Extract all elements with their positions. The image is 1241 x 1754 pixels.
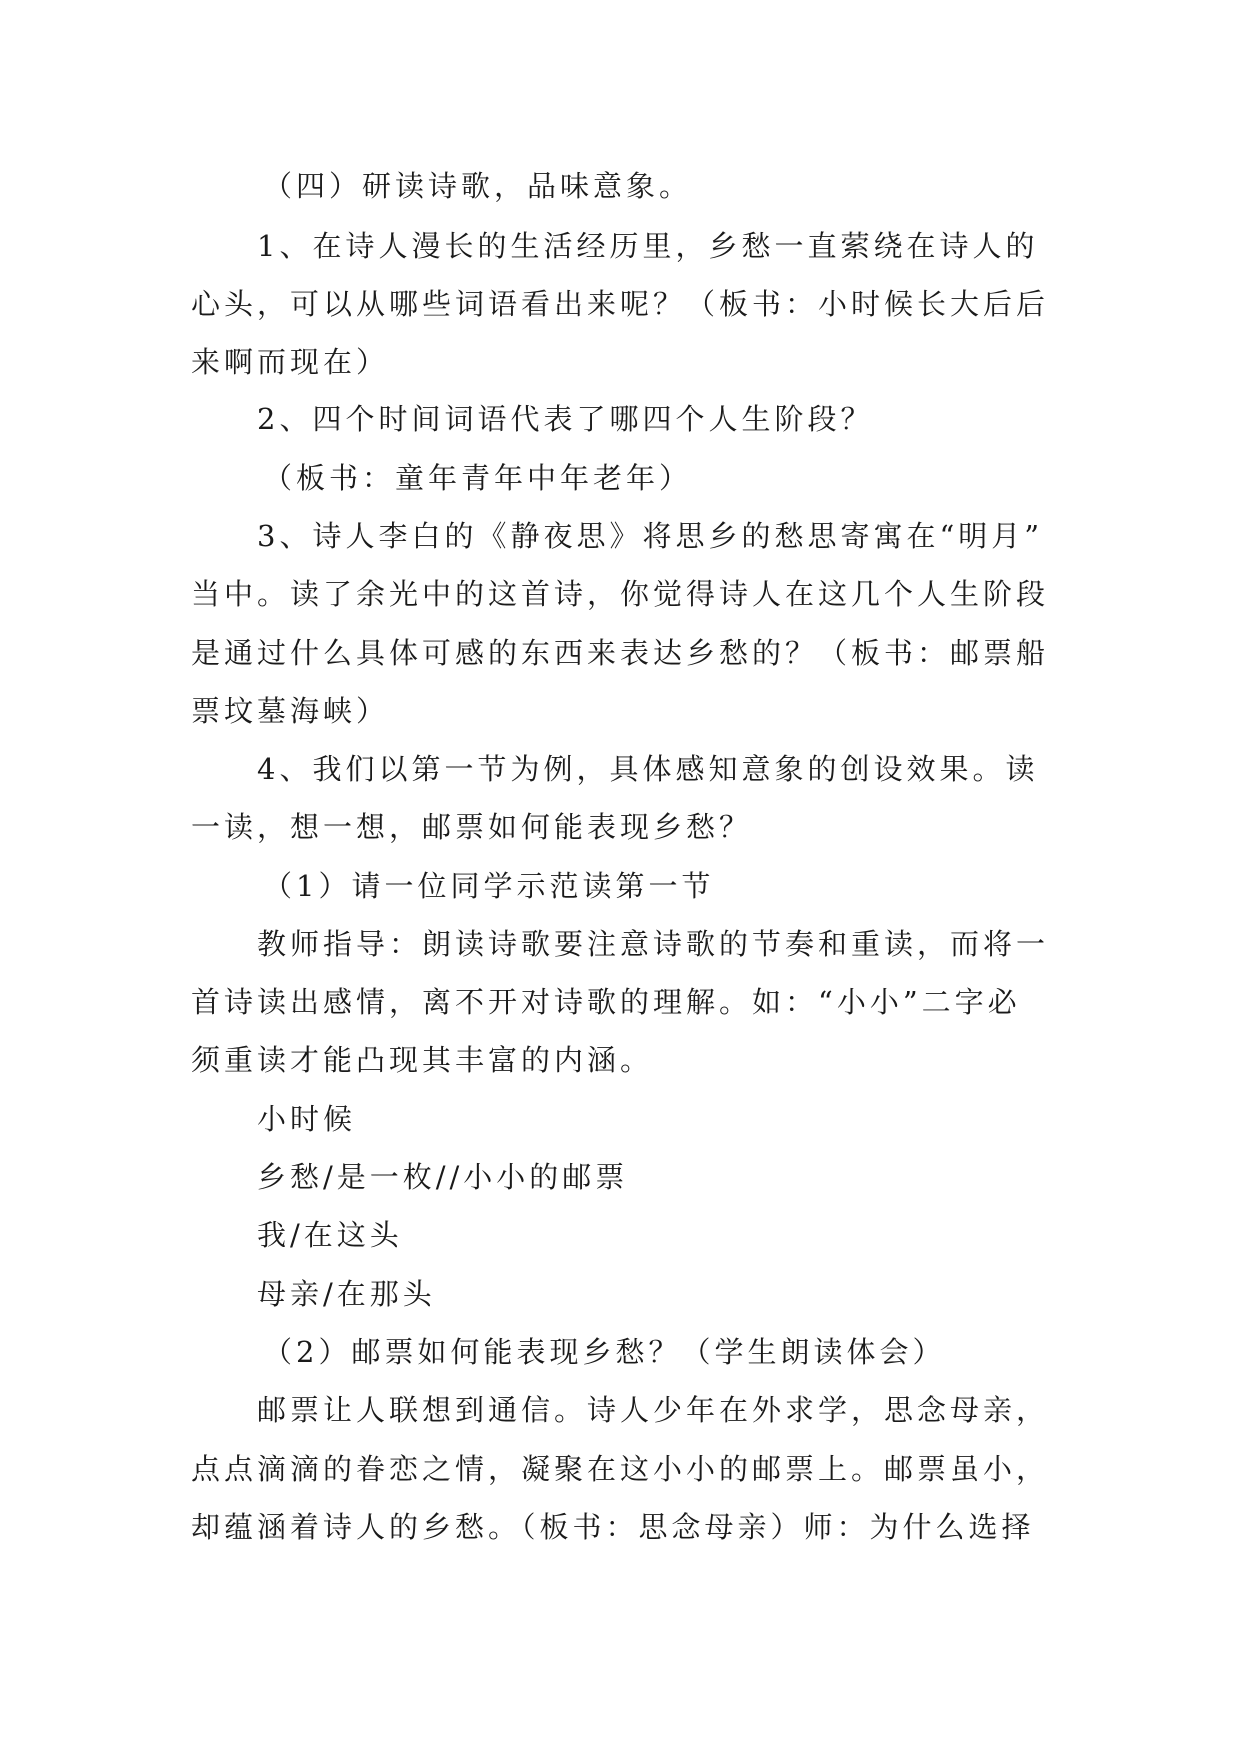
paragraph-line: 心头，可以从哪些词语看出来呢？（板书：小时候长大后后 xyxy=(191,287,1050,321)
paragraph-line: 首诗读出感情，离不开对诗歌的理解。如：“小小”二字必 xyxy=(191,985,1021,1019)
paragraph-line: 3、诗人李白的《静夜思》将思乡的愁思寄寓在“明月” xyxy=(257,519,1044,553)
paragraph-line: 2、四个时间词语代表了哪四个人生阶段？ xyxy=(257,402,874,436)
paragraph-line: 4、我们以第一节为例，具体感知意象的创设效果。读 xyxy=(257,752,1039,786)
paragraph-line: 一读，想一想，邮票如何能表现乡愁？ xyxy=(191,810,753,844)
paragraph-line: 当中。读了余光中的这首诗，你觉得诗人在这几个人生阶段 xyxy=(191,577,1050,611)
section-heading: （四）研读诗歌，品味意象。 xyxy=(263,169,693,203)
paragraph-line: 教师指导：朗读诗歌要注意诗歌的节奏和重读，而将一 xyxy=(257,927,1050,961)
paragraph-line: （1）请一位同学示范读第一节 xyxy=(263,869,715,903)
poem-line: 乡愁/是一枚//小小的邮票 xyxy=(257,1160,629,1194)
paragraph-line: 却蕴涵着诗人的乡愁。（板书：思念母亲）师：为什么选择 xyxy=(191,1510,1035,1544)
poem-line: 我/在这头 xyxy=(257,1218,403,1252)
paragraph-line: 来啊而现在） xyxy=(191,345,390,379)
paragraph-line: 邮票让人联想到通信。诗人少年在外求学，思念母亲， xyxy=(257,1393,1050,1427)
paragraph-line: 须重读才能凸现其丰富的内涵。 xyxy=(191,1043,654,1077)
paragraph-line: 点点滴滴的眷恋之情，凝聚在这小小的邮票上。邮票虽小， xyxy=(191,1452,1050,1486)
paragraph-line: 是通过什么具体可感的东西来表达乡愁的？（板书：邮票船 xyxy=(191,636,1050,670)
paragraph-line: （板书：童年青年中年老年） xyxy=(263,461,693,495)
paragraph-line: （2）邮票如何能表现乡愁？（学生朗读体会） xyxy=(263,1335,946,1369)
paragraph-line: 票坟墓海峡） xyxy=(191,694,390,728)
poem-line: 母亲/在那头 xyxy=(257,1277,436,1311)
poem-line: 小时候 xyxy=(257,1102,357,1136)
paragraph-line: 1、在诗人漫长的生活经历里，乡愁一直萦绕在诗人的 xyxy=(257,229,1039,263)
